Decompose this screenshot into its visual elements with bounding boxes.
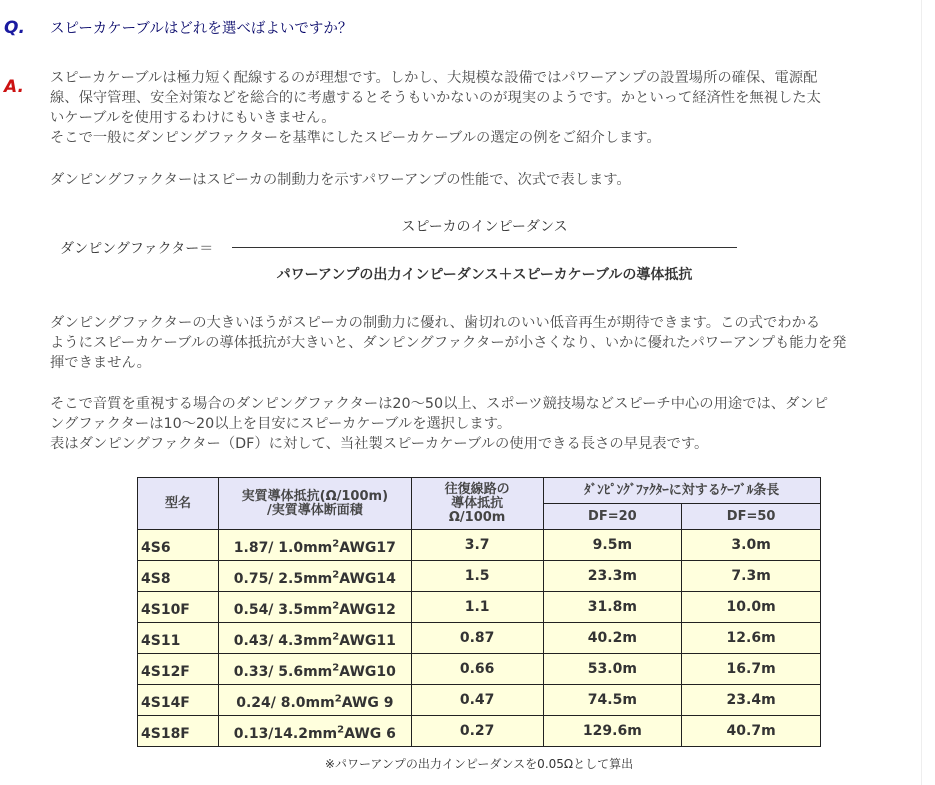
awg-text: AWG17 bbox=[339, 540, 396, 556]
answer-paragraph-intro bbox=[50, 68, 915, 148]
df20-length: 40.2m bbox=[587, 630, 637, 646]
table-row bbox=[138, 685, 821, 716]
table-row bbox=[138, 716, 821, 747]
header-resistance-line1: 実質導体抵抗(Ω/100m) bbox=[241, 488, 389, 504]
header-model: 型名 bbox=[138, 478, 219, 530]
resistance-text: 0.24/ 8.0mm bbox=[236, 695, 335, 711]
cell-df20 bbox=[543, 530, 682, 561]
cell-df20 bbox=[543, 561, 682, 592]
cell-roundtrip bbox=[411, 561, 543, 592]
paragraph-line: 表はダンピングファクター（DF）に対して、当社製スピーカケーブルの使用できる長さの早見表です。 bbox=[50, 436, 709, 452]
cell-resistance bbox=[218, 685, 411, 716]
df50-length: 12.6m bbox=[726, 630, 776, 646]
formula-numerator: スピーカのインピーダンス bbox=[401, 219, 568, 235]
df50-length: 10.0m bbox=[726, 599, 776, 615]
paragraph-line: ようにスピーカケーブルの導体抵抗が大きいと、ダンピングファクターが小さくなり、いかに優れたパワーアンプも能力を発 bbox=[50, 335, 847, 351]
paragraph-line: ダンピングファクターの大きいほうがスピーカの制動力に優れ、歯切れのいい低音再生が期待できます。この式でわかる bbox=[50, 315, 821, 331]
awg-text: AWG10 bbox=[339, 664, 396, 680]
cell-df50 bbox=[682, 654, 821, 685]
cell-df20 bbox=[543, 716, 682, 747]
area-superscript: 2 bbox=[332, 538, 340, 550]
resistance-text: 0.75/ 2.5mm bbox=[233, 571, 333, 587]
resistance-text: 1.87/ 1.0mm bbox=[233, 540, 333, 556]
paragraph-line: 揮できません。 bbox=[50, 355, 151, 371]
df20-length: 9.5m bbox=[592, 537, 633, 553]
roundtrip-value: 0.47 bbox=[459, 692, 495, 708]
paragraph-line: スピーカケーブルは極力短く配線するのが理想です。しかし、大規模な設備ではパワーアンプの設置場所の確保、電源配 bbox=[50, 70, 818, 86]
cell-df50 bbox=[682, 530, 821, 561]
awg-text: AWG 6 bbox=[344, 726, 396, 742]
cell-df20 bbox=[543, 685, 682, 716]
header-resistance bbox=[218, 478, 411, 530]
cell-model bbox=[138, 561, 219, 592]
df20-length: 53.0m bbox=[587, 661, 637, 677]
area-superscript: 2 bbox=[337, 724, 345, 736]
formula-label: ダンピングファクター＝ bbox=[60, 241, 214, 257]
paragraph-line: 線、保守管理、安全対策などを総合的に考慮するとそうもいかないのが現実のようです。かといって経済性を無視した太 bbox=[50, 90, 821, 106]
roundtrip-value: 3.7 bbox=[464, 537, 490, 553]
answer-paragraph-definition bbox=[50, 170, 915, 190]
formula-fraction-bar bbox=[232, 247, 737, 248]
cell-df50 bbox=[682, 592, 821, 623]
df20-length: 31.8m bbox=[587, 599, 637, 615]
roundtrip-value: 1.1 bbox=[464, 599, 490, 615]
cell-df50 bbox=[682, 623, 821, 654]
model-name: 4S10F bbox=[141, 602, 190, 618]
roundtrip-value: 1.5 bbox=[464, 568, 490, 584]
header-df50: DF=50 bbox=[682, 504, 821, 530]
table-body bbox=[138, 530, 821, 747]
cell-resistance bbox=[218, 592, 411, 623]
cell-roundtrip bbox=[411, 623, 543, 654]
cell-df20 bbox=[543, 654, 682, 685]
model-name: 4S11 bbox=[141, 633, 181, 649]
df20-length: 23.3m bbox=[587, 568, 637, 584]
model-name: 4S14F bbox=[141, 695, 190, 711]
cell-resistance bbox=[218, 654, 411, 685]
area-superscript: 2 bbox=[332, 600, 340, 612]
awg-text: AWG11 bbox=[339, 633, 396, 649]
cell-df50 bbox=[682, 685, 821, 716]
question-text: スピーカケーブルはどれを選べばよいですか？ bbox=[50, 21, 353, 37]
df50-length: 40.7m bbox=[726, 723, 776, 739]
awg-text: AWG14 bbox=[339, 571, 396, 587]
cable-length-table bbox=[137, 477, 821, 747]
cell-df50 bbox=[682, 561, 821, 592]
header-resistance-line2: /実質導体断面積 bbox=[266, 502, 363, 518]
model-name: 4S8 bbox=[141, 571, 171, 587]
table-row bbox=[138, 530, 821, 561]
question-marker: Q. bbox=[4, 18, 25, 38]
area-superscript: 2 bbox=[332, 631, 340, 643]
df20-length: 129.6m bbox=[582, 723, 642, 739]
resistance-text: 0.13/14.2mm bbox=[233, 726, 338, 742]
roundtrip-value: 0.66 bbox=[459, 661, 495, 677]
cell-resistance bbox=[218, 716, 411, 747]
resistance-value bbox=[236, 689, 393, 711]
df50-length: 16.7m bbox=[726, 661, 776, 677]
paragraph-line: ングファクターは10〜20以上を目安にスピーカケーブルを選択します。 bbox=[50, 416, 512, 432]
header-df20: DF=20 bbox=[543, 504, 682, 530]
table-row bbox=[138, 623, 821, 654]
area-superscript: 2 bbox=[332, 662, 340, 674]
header-roundtrip-line2: 導体抵抗 bbox=[451, 495, 504, 511]
area-superscript: 2 bbox=[334, 693, 342, 705]
cell-model bbox=[138, 654, 219, 685]
model-name: 4S12F bbox=[141, 664, 190, 680]
cell-df50 bbox=[682, 716, 821, 747]
paragraph-line: いケーブルを使用するわけにもいきません。 bbox=[50, 110, 336, 126]
model-name: 4S18F bbox=[141, 726, 190, 742]
table-row bbox=[138, 592, 821, 623]
formula-denominator: パワーアンプの出力インピーダンス＋スピーカケーブルの導体抵抗 bbox=[276, 267, 693, 283]
cell-resistance bbox=[218, 561, 411, 592]
answer-paragraph-guideline bbox=[50, 394, 915, 454]
resistance-value bbox=[234, 596, 396, 618]
header-roundtrip-line3: Ω/100m bbox=[448, 509, 506, 525]
header-roundtrip-line1: 往復線路の bbox=[444, 481, 510, 497]
table-row bbox=[138, 561, 821, 592]
cell-roundtrip bbox=[411, 654, 543, 685]
cell-resistance bbox=[218, 530, 411, 561]
df50-length: 3.0m bbox=[731, 537, 771, 553]
df50-length: 23.4m bbox=[726, 692, 776, 708]
awg-text: AWG 9 bbox=[341, 695, 394, 711]
resistance-text: 0.33/ 5.6mm bbox=[233, 664, 333, 680]
cell-roundtrip bbox=[411, 716, 543, 747]
table-row bbox=[138, 654, 821, 685]
awg-text: AWG12 bbox=[339, 602, 396, 618]
cell-roundtrip bbox=[411, 530, 543, 561]
answer-paragraph-effect bbox=[50, 313, 915, 373]
resistance-value bbox=[234, 565, 396, 587]
resistance-text: 0.54/ 3.5mm bbox=[233, 602, 333, 618]
resistance-value bbox=[234, 534, 396, 556]
model-name: 4S6 bbox=[141, 540, 171, 556]
roundtrip-value: 0.27 bbox=[459, 723, 495, 739]
cell-model bbox=[138, 592, 219, 623]
resistance-value bbox=[234, 720, 396, 742]
area-superscript: 2 bbox=[332, 569, 340, 581]
cell-model bbox=[138, 685, 219, 716]
header-roundtrip bbox=[411, 478, 543, 530]
paragraph-line: そこで一般にダンピングファクターを基準にしたスピーカケーブルの選定の例をご紹介します。 bbox=[50, 130, 661, 146]
cell-df20 bbox=[543, 623, 682, 654]
cell-model bbox=[138, 716, 219, 747]
resistance-value bbox=[234, 658, 396, 680]
paragraph-line: そこで音質を重視する場合のダンピングファクターは20〜50以上、スポーツ競技場などスピーチ中心の用途では、ダンピ bbox=[50, 396, 829, 412]
cell-model bbox=[138, 623, 219, 654]
resistance-value bbox=[234, 627, 396, 649]
cell-roundtrip bbox=[411, 592, 543, 623]
cell-roundtrip bbox=[411, 685, 543, 716]
cell-model bbox=[138, 530, 219, 561]
table-footnote: ※パワーアンプの出力インピーダンスを0.05Ωとして算出 bbox=[324, 757, 634, 771]
paragraph-line: ダンピングファクターはスピーカの制動力を示すパワーアンプの性能で、次式で表します。 bbox=[50, 172, 631, 188]
answer-marker: A. bbox=[4, 77, 24, 97]
resistance-text: 0.43/ 4.3mm bbox=[233, 633, 333, 649]
cell-df20 bbox=[543, 592, 682, 623]
header-length-group: ﾀﾞﾝﾋﾟﾝｸﾞﾌｧｸﾀｰに対するｹｰﾌﾞﾙ条長 bbox=[543, 478, 821, 504]
df20-length: 74.5m bbox=[587, 692, 637, 708]
roundtrip-value: 0.87 bbox=[459, 630, 495, 646]
df50-length: 7.3m bbox=[731, 568, 771, 584]
cell-resistance bbox=[218, 623, 411, 654]
